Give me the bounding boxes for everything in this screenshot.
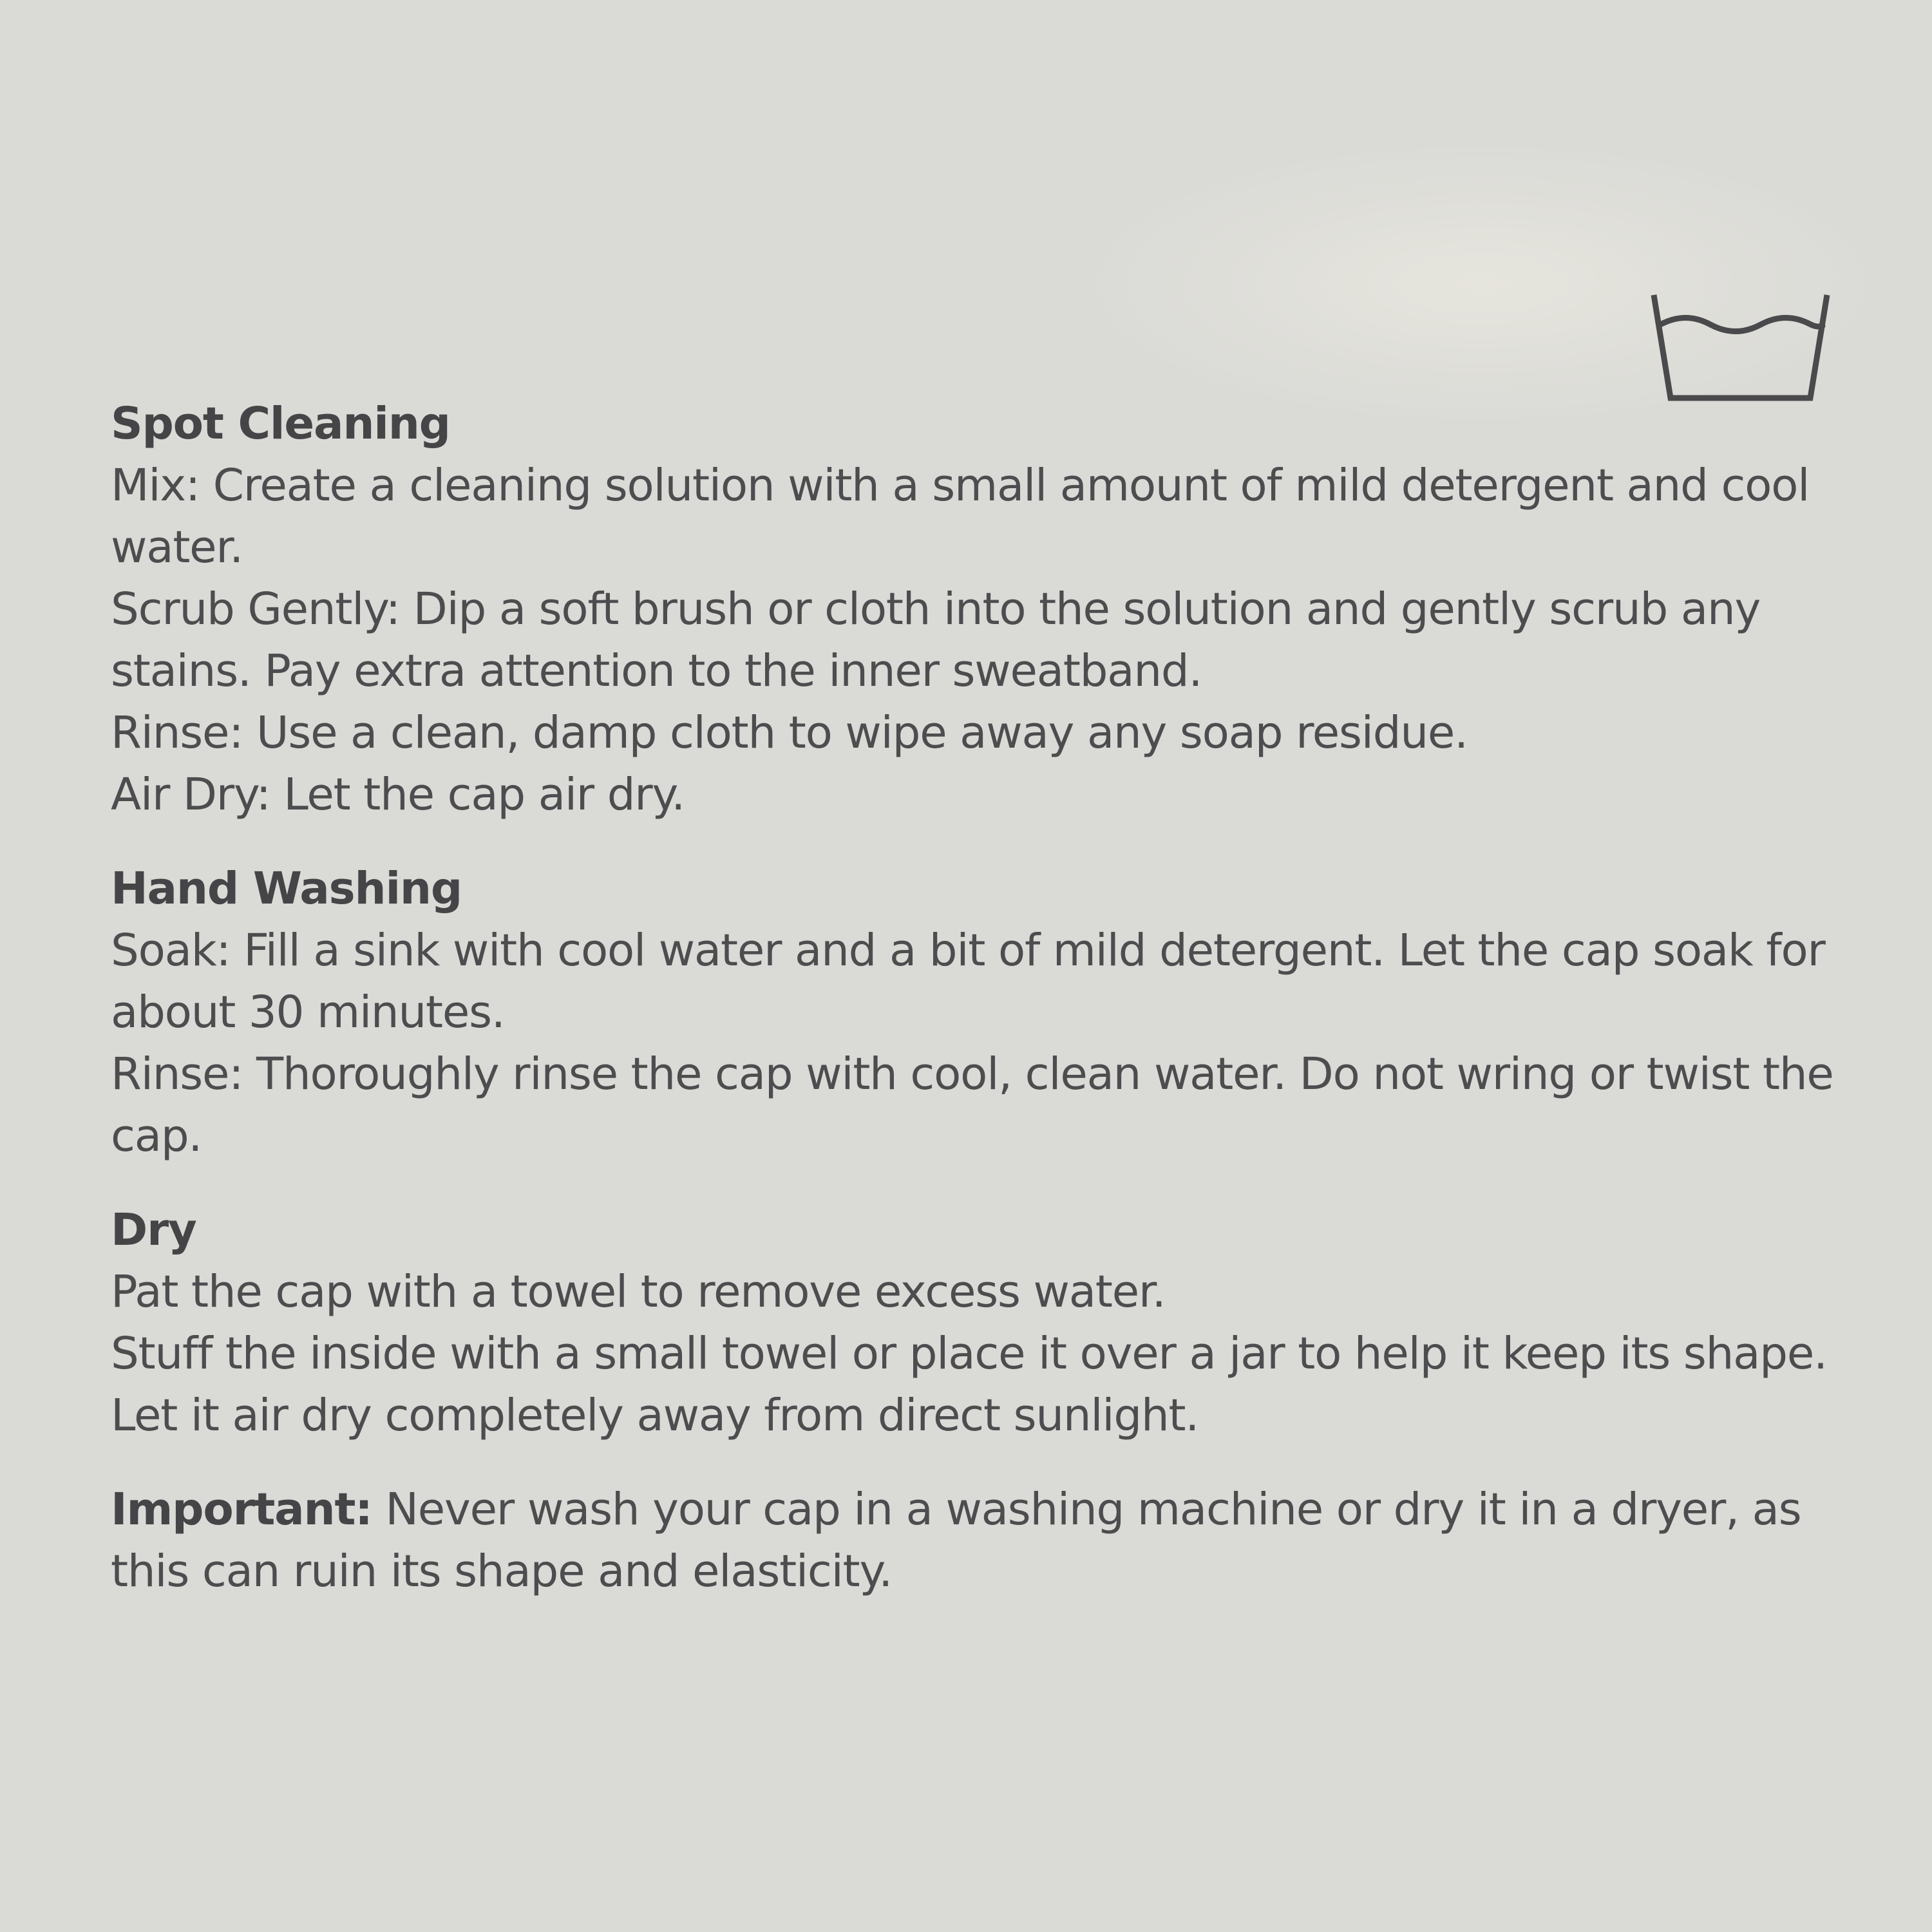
instructions-content <box>111 393 1843 1602</box>
section-spot-cleaning <box>111 393 1843 826</box>
section-title: Dry <box>111 1204 196 1256</box>
instruction-line: Rinse: Use a clean, damp cloth to wipe away any soap residue. <box>111 707 1468 759</box>
instruction-line: Let it air dry completely away from direct sunlight. <box>111 1390 1199 1441</box>
instruction-line: Air Dry: Let the cap air dry. <box>111 769 685 820</box>
section-hand-washing <box>111 858 1843 1167</box>
section-title: Hand Washing <box>111 863 462 914</box>
instruction-line: Stuff the inside with a small towel or place it over a jar to help it keep its shape. <box>111 1328 1827 1379</box>
instruction-line: Rinse: Thoroughly rinse the cap with cool, clean water. Do not wring or twist the cap. <box>111 1048 1833 1162</box>
hand-wash-tub-icon <box>1649 290 1832 402</box>
instruction-line: Soak: Fill a sink with cool water and a bit of mild detergent. Let the cap soak for about 30 minutes. <box>111 925 1825 1038</box>
section-dry <box>111 1199 1843 1446</box>
important-label: Important: <box>111 1484 372 1535</box>
instruction-line: Scrub Gently: Dip a soft brush or cloth into the solution and gently scrub any stains. Pay extra attention to the inner sweatband. <box>111 583 1761 697</box>
important-text: Never wash your cap in a washing machine or dry it in a dryer, as this can ruin its shape and elasticity. <box>111 1484 1801 1597</box>
instruction-line: Pat the cap with a towel to remove excess water. <box>111 1266 1166 1318</box>
important-note <box>111 1479 1843 1602</box>
instruction-line: Mix: Create a cleaning solution with a small amount of mild detergent and cool water. <box>111 460 1810 573</box>
section-title: Spot Cleaning <box>111 398 450 450</box>
